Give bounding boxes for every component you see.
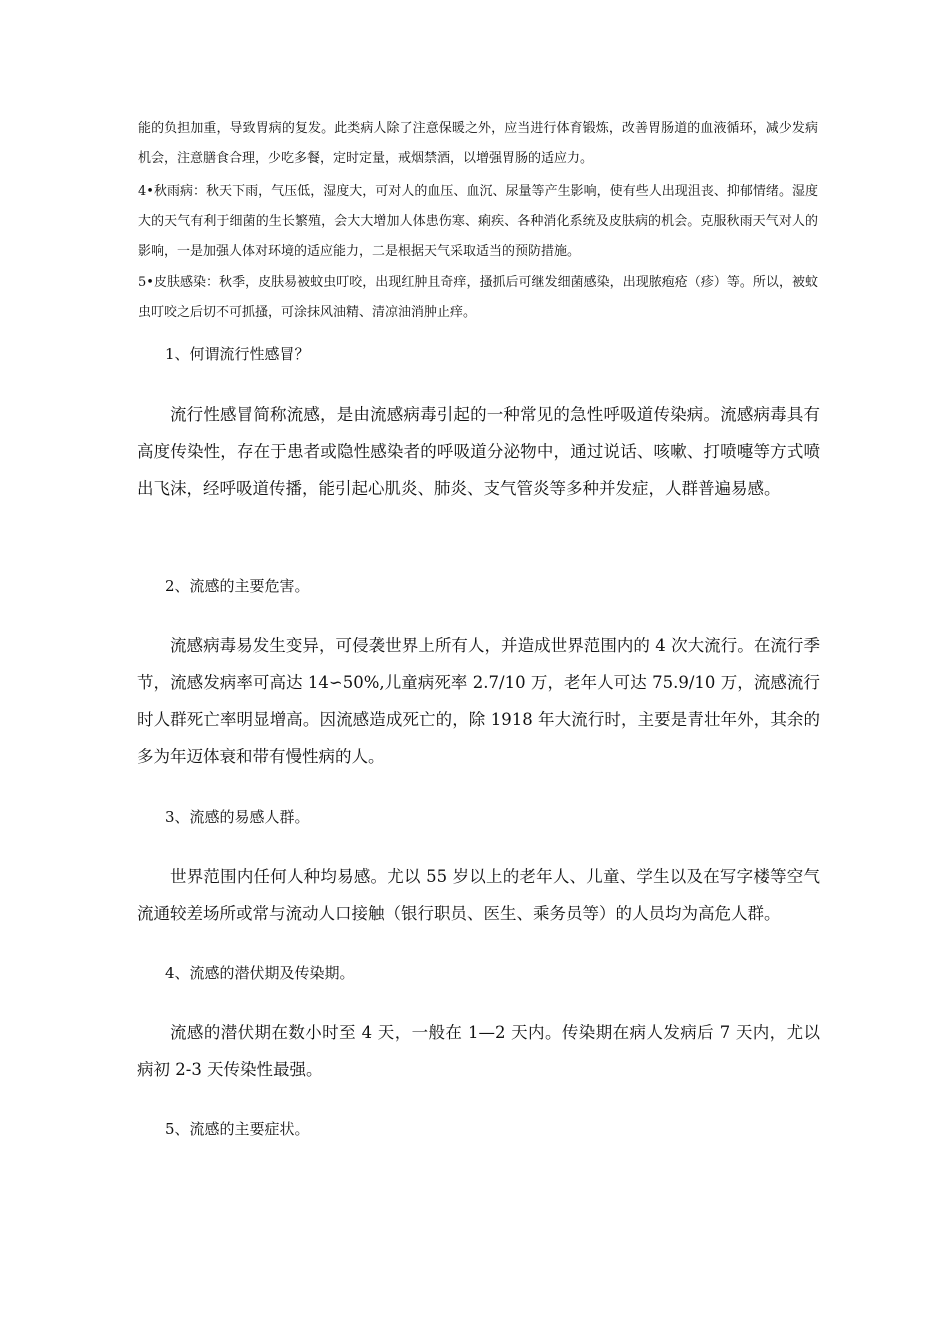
section-heading-5: 5、流感的主要症状。 (165, 1120, 310, 1138)
section-heading-1: 1、何谓流行性感冒？ (165, 345, 310, 363)
skin-infection-paragraph: 5•皮肤感染：秋季，皮肤易被蚊虫叮咬，出现红肿且奇痒，搔抓后可继发细菌感染，出现脓疱疮（疹）等。所以，被蚊虫叮咬之后切不可抓搔，可涂抹风油精、清凉油消肿止痒。 (138, 275, 818, 320)
section-body-3: 世界范围内任何人种均易感。尤以 55 岁以上的老年人、儿童、学生以及在写字楼等空气流通较差场所或常与流动人口接触（银行职员、医生、乘务员等）的人员均为高危人群。 (137, 867, 820, 923)
autumn-rain-disease-paragraph: 4•秋雨病：秋天下雨，气压低，湿度大，可对人的血压、血沉、尿量等产生影响，使有些人出现沮丧、抑郁情绪。湿度大的天气有利于细菌的生长繁殖，会大大增加人体患伤寒、痢疾、各种消化系统及皮肤病的机会。克服秋雨天气对人的影响，一是加强人体对环境的适应能力，二是根据天气采取适当的预防措施。 (138, 184, 818, 259)
stomach-disease-paragraph-tail: 能的负担加重，导致胃病的复发。此类病人除了注意保暖之外，应当进行体育锻炼，改善胃肠道的血液循环，减少发病机会，注意膳食合理，少吃多餐，定时定量，戒烟禁酒，以增强胃肠的适应力。 (138, 121, 818, 166)
section-heading-4: 4、流感的潜伏期及传染期。 (165, 964, 355, 982)
section-body-2: 流感病毒易发生变异，可侵袭世界上所有人，并造成世界范围内的 4 次大流行。在流行季节，流感发病率可高达 14∽50%,儿童病死率 2.7/10 万，老年人可达 75.9/10 万，流感流行时人群死亡率明显增高。因流感造成死亡的，除 1918 年大流行时，主要是青壮年外，其余的多为年迈体衰和带有慢性病的人。 (137, 636, 820, 766)
section-heading-2: 2、流感的主要危害。 (165, 577, 310, 595)
section-heading-3: 3、流感的易感人群。 (165, 808, 310, 826)
section-body-1: 流行性感冒简称流感，是由流感病毒引起的一种常见的急性呼吸道传染病。流感病毒具有高度传染性，存在于患者或隐性感染者的呼吸道分泌物中，通过说话、咳嗽、打喷嚏等方式喷出飞沫，经呼吸道传播，能引起心肌炎、肺炎、支气管炎等多种并发症，人群普遍易感。 (137, 405, 820, 498)
section-body-4: 流感的潜伏期在数小时至 4 天，一般在 1—2 天内。传染期在病人发病后 7 天内，尤以病初 2-3 天传染性最强。 (137, 1023, 820, 1079)
